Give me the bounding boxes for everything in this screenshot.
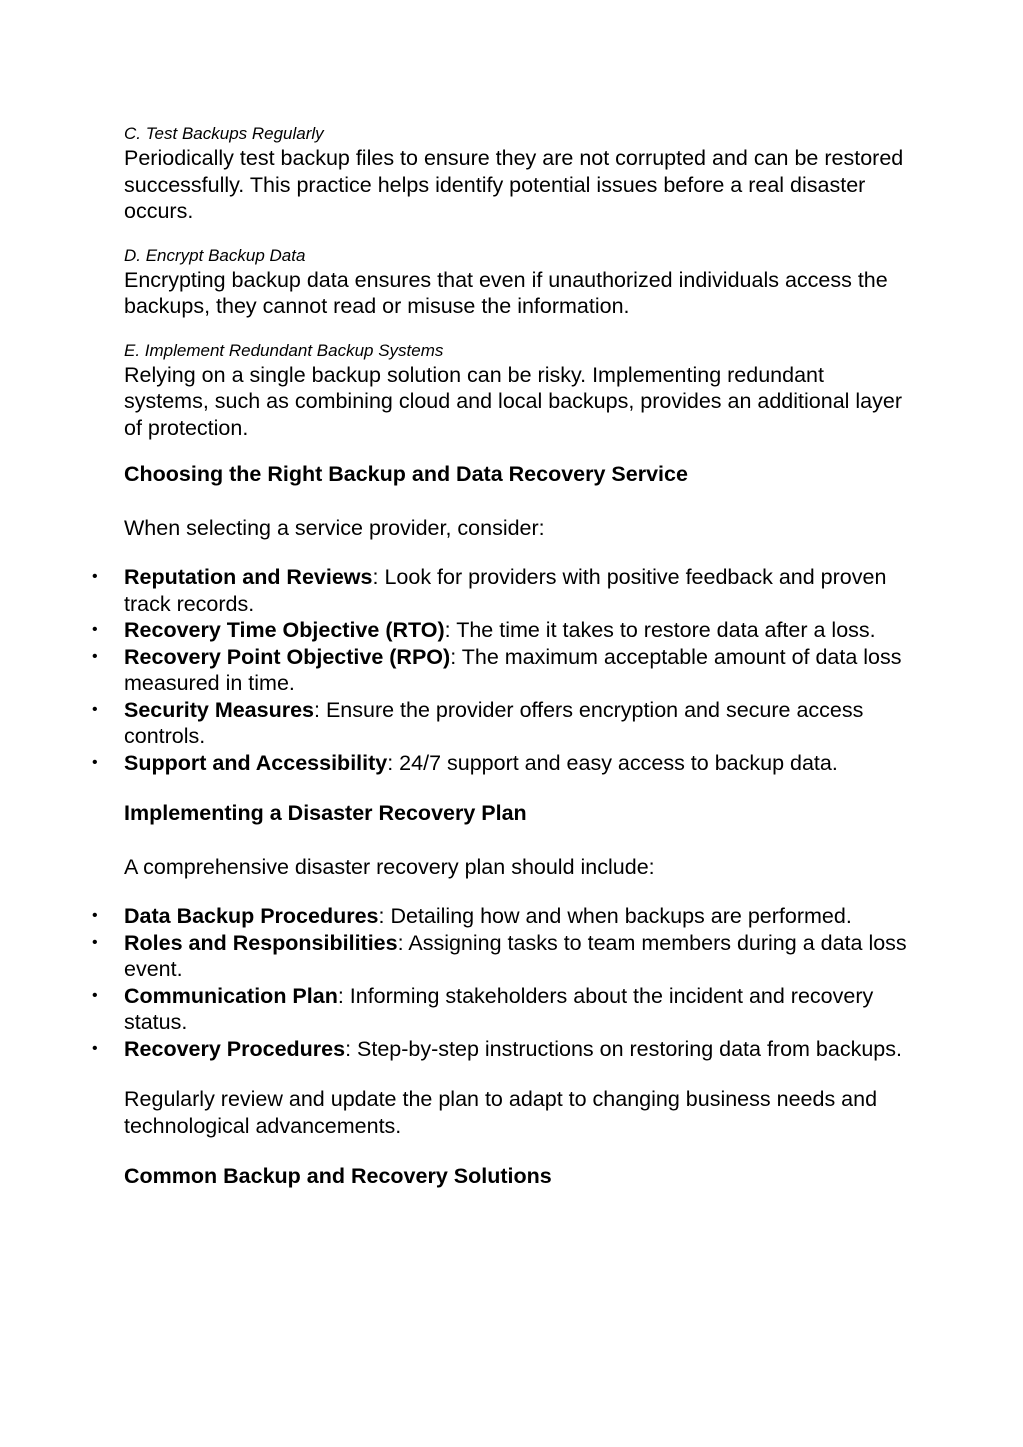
paragraph-encrypt-backup: Encrypting backup data ensures that even if unauthorized individuals access the backups, they cannot read or misuse the information.: [124, 267, 888, 318]
list-item-desc: : Informing stakeholders about the incident and recovery status.: [124, 983, 874, 1034]
paragraph-test-backups: Periodically test backup files to ensure they are not corrupted and can be restored successfully. This practice helps identify potential issues before a real disaster occurs.: [124, 146, 904, 223]
list-item-term: Security Measures: [124, 697, 315, 722]
bullet-icon: •: [92, 986, 98, 1004]
paragraph-plan-review: Regularly review and update the plan to adapt to changing business needs and technological advancements.: [124, 1087, 878, 1138]
list-item-desc: : Detailing how and when backups are performed.: [378, 904, 852, 928]
bullet-icon: •: [92, 568, 98, 585]
list-item-desc: : 24/7 support and easy access to backup data.: [387, 750, 838, 775]
list-item-term: Data Backup Procedures: [124, 904, 379, 928]
list-item-term: Communication Plan: [124, 983, 338, 1008]
list-item: [92, 1036, 914, 1063]
bullet-icon: •: [92, 647, 98, 665]
list-item-desc: : Assigning tasks to team members during a data loss event.: [124, 930, 907, 981]
list-item-desc: : The time it takes to restore data after a loss.: [444, 618, 876, 642]
list-item: [92, 617, 914, 644]
list-item-desc: : Look for providers with positive feedback and proven track records.: [124, 565, 887, 616]
list-item-term: Support and Accessibility: [124, 750, 388, 775]
bullet-icon: •: [92, 700, 98, 718]
bullet-icon: •: [92, 621, 98, 638]
list-item-term: Roles and Responsibilities: [124, 930, 398, 955]
list-item-desc: : Step-by-step instructions on restoring data from backups.: [345, 1036, 902, 1061]
list-item: [92, 697, 914, 750]
subheading-test-backups: C. Test Backups Regularly: [124, 124, 324, 143]
list-choosing-criteria: [92, 564, 914, 776]
list-item-term: Recovery Procedures: [124, 1036, 346, 1061]
list-item-term: Recovery Time Objective (RTO): [124, 618, 445, 642]
list-item-term: Reputation and Reviews: [124, 565, 373, 589]
list-item: [92, 903, 914, 930]
subheading-redundant-systems: E. Implement Redundant Backup Systems: [124, 340, 444, 360]
list-item: [92, 983, 914, 1036]
list-plan-components: [92, 903, 914, 1062]
paragraph-redundant-systems: Relying on a single backup solution can be risky. Implementing redundant systems, such as combining cloud and local backups, provides an additional layer of protection.: [124, 362, 903, 440]
list-item-desc: : Ensure the provider offers encryption and secure access controls.: [124, 697, 864, 748]
bullet-icon: •: [92, 933, 98, 951]
subheading-encrypt-backup: D. Encrypt Backup Data: [124, 245, 306, 265]
intro-choosing-service: When selecting a service provider, consider:: [124, 515, 545, 540]
bullet-icon: •: [92, 753, 98, 771]
list-item: [92, 644, 914, 697]
bullet-icon: •: [92, 907, 98, 924]
list-item: [92, 564, 914, 617]
intro-implementing-plan: A comprehensive disaster recovery plan should include:: [124, 854, 655, 879]
list-item: [92, 750, 914, 777]
list-item-term: Recovery Point Objective (RPO): [124, 644, 451, 669]
list-item-desc: : The maximum acceptable amount of data loss measured in time.: [124, 644, 902, 695]
heading-choosing-service: Choosing the Right Backup and Data Recovery Service: [124, 462, 688, 486]
bullet-icon: •: [92, 1039, 98, 1057]
heading-common-solutions: Common Backup and Recovery Solutions: [124, 1164, 552, 1188]
document-content: [92, 123, 914, 1190]
heading-implementing-plan: Implementing a Disaster Recovery Plan: [124, 801, 527, 825]
list-item: [92, 930, 914, 983]
